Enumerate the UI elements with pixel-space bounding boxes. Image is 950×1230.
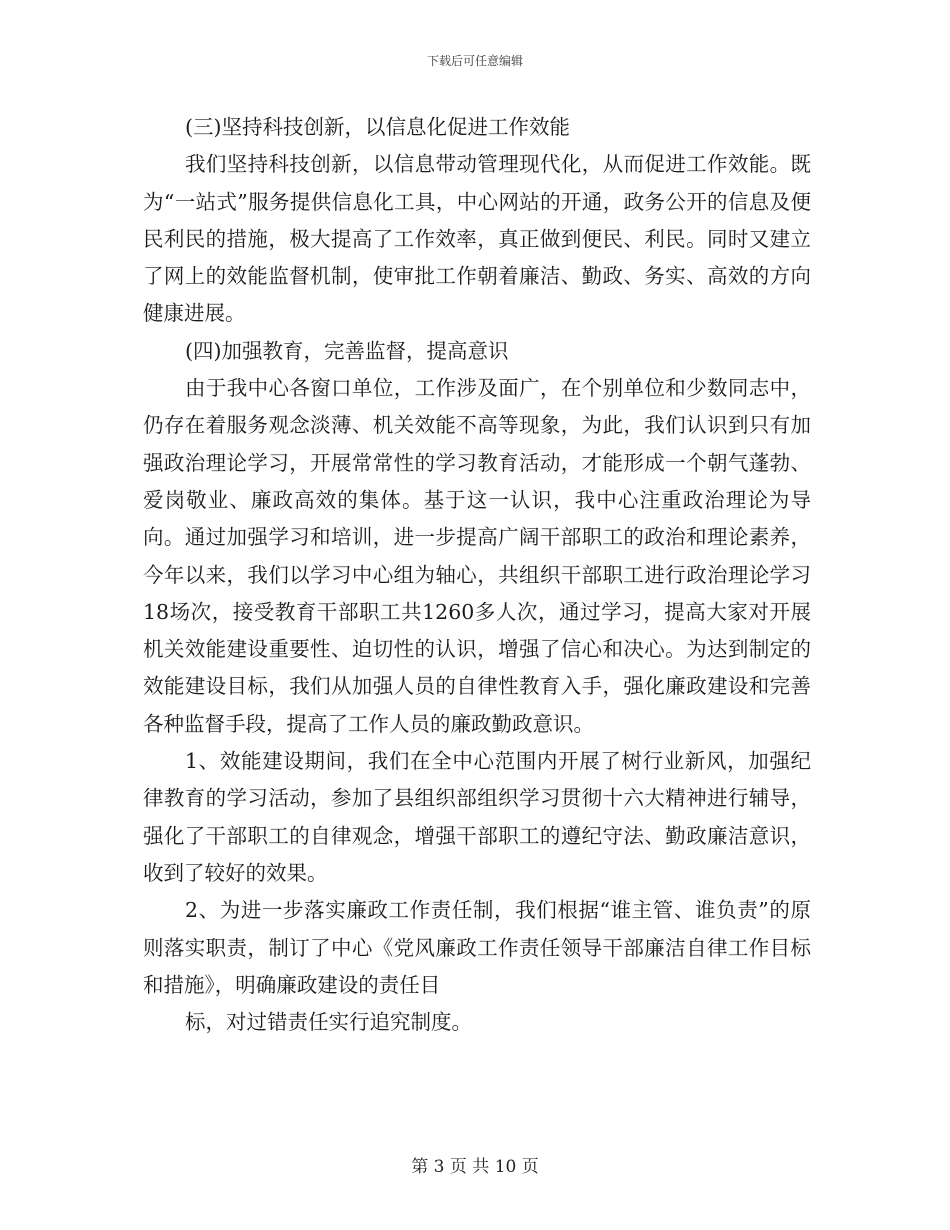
page-header-note: 下载后可任意编辑 [426, 54, 523, 68]
page-number: 第 3 页 共 10 页 [411, 1157, 539, 1177]
section-3-paragraph: 我们坚持科技创新，以信息带动管理现代化，从而促进工作效能。既为“一站式”服务提供信息化工具，中心网站的开通，政务公开的信息及便民利民的措施，极大提高了工作效率，真正做到便民、利民。同时又建立了网上的效能监督机制，使审批工作朝着廉洁、勤政、务实、高效的方向健康进展。 [143, 152, 811, 326]
list-item-2-continuation: 标，对过错责任实行追究制度。 [185, 1010, 472, 1035]
section-4-paragraph: 由于我中心各窗口单位，工作涉及面广，在个别单位和少数同志中，仍存在着服务观念淡薄、机关效能不高等现象，为此，我们认识到只有加强政治理论学习，开展常常性的学习教育活动，才能形成一个朝气蓬勃、爱岗敬业、廉政高效的集体。基于这一认识，我中心注重政治理论为导向。通过加强学习和培训，进一步提高广阔干部职工的政治和理论素养，今年以来，我们以学习中心组为轴心，共组织干部职工进行政治理论学习18场次，接受教育干部职工共1260多人次，通过学习，提高大家对开展机关效能建设重要性、迫切性的认识，增强了信心和决心。为达到制定的效能建设目标，我们从加强人员的自律性教育入手，强化廉政建设和完善各种监督手段，提高了工作人员的廉政勤政意识。 [143, 376, 811, 736]
list-item-1: 1、效能建设期间，我们在全中心范围内开展了树行业新风，加强纪律教育的学习活动，参加了县组织部组织学习贯彻十六大精神进行辅导，强化了干部职工的自律观念，增强干部职工的遵纪守法、勤政廉洁意识，收到了较好的效果。 [143, 749, 811, 885]
list-item-2: 2、为进一步落实廉政工作责任制，我们根据“谁主管、谁负责”的原则落实职责，制订了中心《党风廉政工作责任领导干部廉洁自律工作目标和措施》，明确廉政建设的责任目 [143, 898, 811, 997]
section-3-heading: (三)坚持科技创新，以信息化促进工作效能 [185, 115, 570, 139]
section-4-heading: (四)加强教育，完善监督，提高意识 [185, 338, 509, 363]
document-body [143, 109, 811, 1041]
